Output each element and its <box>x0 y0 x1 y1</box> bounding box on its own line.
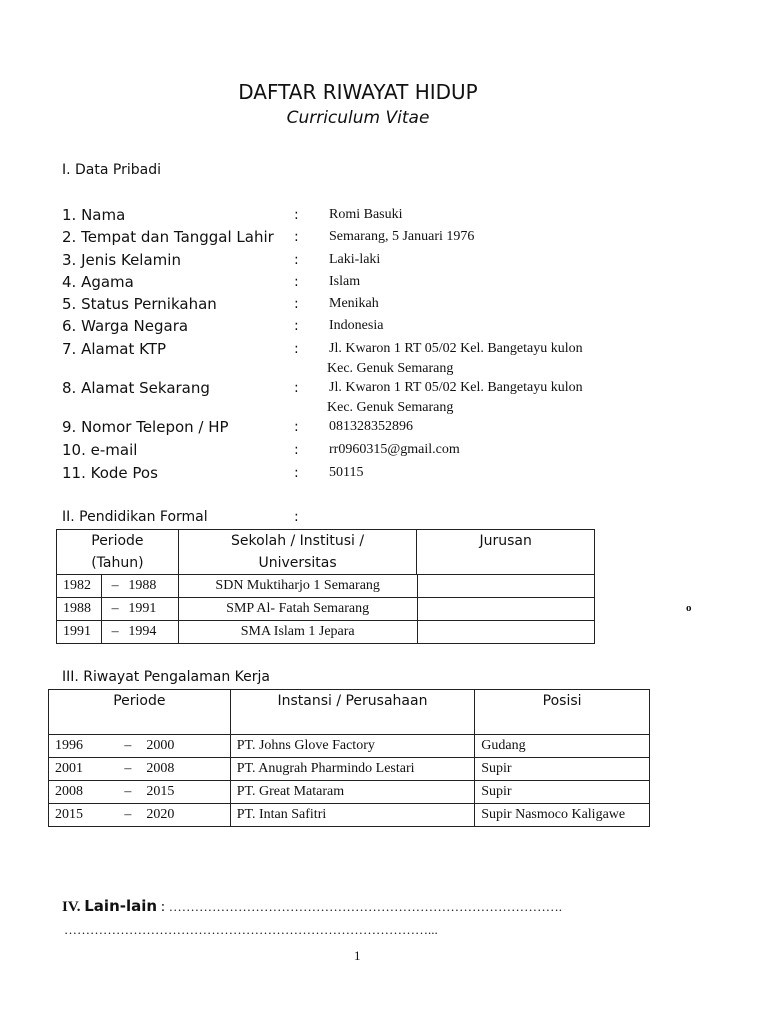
value-current-address: Jl. Kwaron 1 RT 05/02 Kel. Bangetayu kulon <box>329 380 583 395</box>
value-gender: Laki-laki <box>329 252 381 267</box>
work-dash: – <box>115 758 140 781</box>
edu-dash: – <box>101 575 128 598</box>
value-ktp-address-line2: Kec. Genuk Semarang <box>327 361 454 376</box>
table-row <box>57 598 595 621</box>
work-from: 2008 <box>49 781 116 804</box>
header-period-line2: (Tahun) <box>91 555 144 571</box>
header-school-line2: Universitas <box>258 555 337 571</box>
section-other-label: Lain-lain <box>84 897 158 915</box>
header-school <box>178 530 417 575</box>
colon: : <box>294 509 299 525</box>
header-period-line1: Periode <box>91 533 144 549</box>
section-other-dots-line1: ………………………………………………………………………………. <box>168 899 562 914</box>
value-current-address-line2: Kec. Genuk Semarang <box>327 400 454 415</box>
value-postal-code: 50115 <box>329 465 364 480</box>
value-religion: Islam <box>329 274 361 289</box>
edu-to: 1994 <box>128 621 178 644</box>
work-company: PT. Intan Safitri <box>230 804 475 827</box>
colon: : <box>294 380 299 396</box>
label-birth: 2. Tempat dan Tanggal Lahir <box>62 228 274 246</box>
table-header-row <box>49 690 650 735</box>
work-to: 2020 <box>140 804 230 827</box>
label-name: 1. Nama <box>62 206 126 224</box>
work-position: Supir <box>475 758 650 781</box>
colon: : <box>294 465 299 481</box>
edu-from: 1988 <box>57 598 102 621</box>
section-other-roman: IV. <box>62 899 81 915</box>
header-major: Jurusan <box>417 530 595 575</box>
label-email: 10. e-mail <box>62 441 138 459</box>
edu-major <box>417 621 594 644</box>
work-to: 2000 <box>140 735 230 758</box>
header-position: Posisi <box>475 690 650 735</box>
colon: : <box>294 252 299 268</box>
colon: : <box>294 341 299 357</box>
work-position: Gudang <box>475 735 650 758</box>
edu-to: 1988 <box>128 575 178 598</box>
table-row <box>49 804 650 827</box>
document-title: DAFTAR RIWAYAT HIDUP <box>238 80 478 104</box>
table-header-row <box>57 530 595 575</box>
colon: : <box>294 318 299 334</box>
header-school-line1: Sekolah / Institusi / <box>231 533 365 549</box>
table-row <box>57 575 595 598</box>
edu-dash: – <box>101 598 128 621</box>
label-postal-code: 11. Kode Pos <box>62 464 158 482</box>
work-company: PT. Anugrah Pharmindo Lestari <box>230 758 475 781</box>
work-company: PT. Johns Glove Factory <box>230 735 475 758</box>
edu-from: 1991 <box>57 621 102 644</box>
edu-from: 1982 <box>57 575 102 598</box>
colon: : <box>294 274 299 290</box>
education-rows-table <box>56 574 595 644</box>
label-marital: 5. Status Pernikahan <box>62 295 217 313</box>
value-citizenship: Indonesia <box>329 318 384 333</box>
section-work-heading: III. Riwayat Pengalaman Kerja <box>62 669 270 685</box>
header-company: Instansi / Perusahaan <box>230 690 475 735</box>
colon: : <box>294 229 299 245</box>
colon: : <box>294 207 299 223</box>
work-to: 2008 <box>140 758 230 781</box>
document-subtitle: Curriculum Vitae <box>286 108 430 128</box>
education-table <box>56 529 595 575</box>
table-row <box>49 758 650 781</box>
section-education-heading: II. Pendidikan Formal <box>62 509 208 525</box>
work-dash: – <box>115 735 140 758</box>
table-row <box>57 621 595 644</box>
table-row <box>49 735 650 758</box>
edu-dash: – <box>101 621 128 644</box>
label-gender: 3. Jenis Kelamin <box>62 251 181 269</box>
edu-school: SMA Islam 1 Jepara <box>178 621 417 644</box>
label-ktp-address: 7. Alamat KTP <box>62 340 167 358</box>
edu-major <box>417 598 594 621</box>
value-ktp-address: Jl. Kwaron 1 RT 05/02 Kel. Bangetayu kulon <box>329 341 583 356</box>
value-email: rr0960315@gmail.com <box>329 442 460 457</box>
table-row <box>49 781 650 804</box>
colon: : <box>294 442 299 458</box>
colon: : <box>294 296 299 312</box>
value-birth: Semarang, 5 Januari 1976 <box>329 229 475 244</box>
work-from: 2015 <box>49 804 116 827</box>
edu-to: 1991 <box>128 598 178 621</box>
label-citizenship: 6. Warga Negara <box>62 317 189 335</box>
page-number: 1 <box>354 948 361 963</box>
work-position: Supir <box>475 781 650 804</box>
edu-major <box>417 575 594 598</box>
value-marital: Menikah <box>329 296 379 311</box>
stray-mark: o <box>686 602 692 614</box>
work-to: 2015 <box>140 781 230 804</box>
label-current-address: 8. Alamat Sekarang <box>62 379 210 397</box>
header-period <box>57 530 179 575</box>
section-other-dots-line2: …………………………………………………………………………... <box>64 922 438 937</box>
header-period: Periode <box>49 690 231 735</box>
section-other-line <box>62 897 562 916</box>
work-dash: – <box>115 804 140 827</box>
work-position: Supir Nasmoco Kaligawe <box>475 804 650 827</box>
edu-school: SDN Muktiharjo 1 Semarang <box>178 575 417 598</box>
work-history-table <box>48 689 650 827</box>
edu-school: SMP Al- Fatah Semarang <box>178 598 417 621</box>
label-phone: 9. Nomor Telepon / HP <box>62 418 229 436</box>
colon: : <box>294 419 299 435</box>
work-from: 2001 <box>49 758 116 781</box>
work-from: 1996 <box>49 735 116 758</box>
work-company: PT. Great Mataram <box>230 781 475 804</box>
label-religion: 4. Agama <box>62 273 134 291</box>
education-rows <box>56 574 595 643</box>
value-name: Romi Basuki <box>329 207 403 222</box>
value-phone: 081328352896 <box>329 419 413 434</box>
section-personal-data-heading: I. Data Pribadi <box>62 162 161 178</box>
colon: : <box>160 899 165 915</box>
work-dash: – <box>115 781 140 804</box>
